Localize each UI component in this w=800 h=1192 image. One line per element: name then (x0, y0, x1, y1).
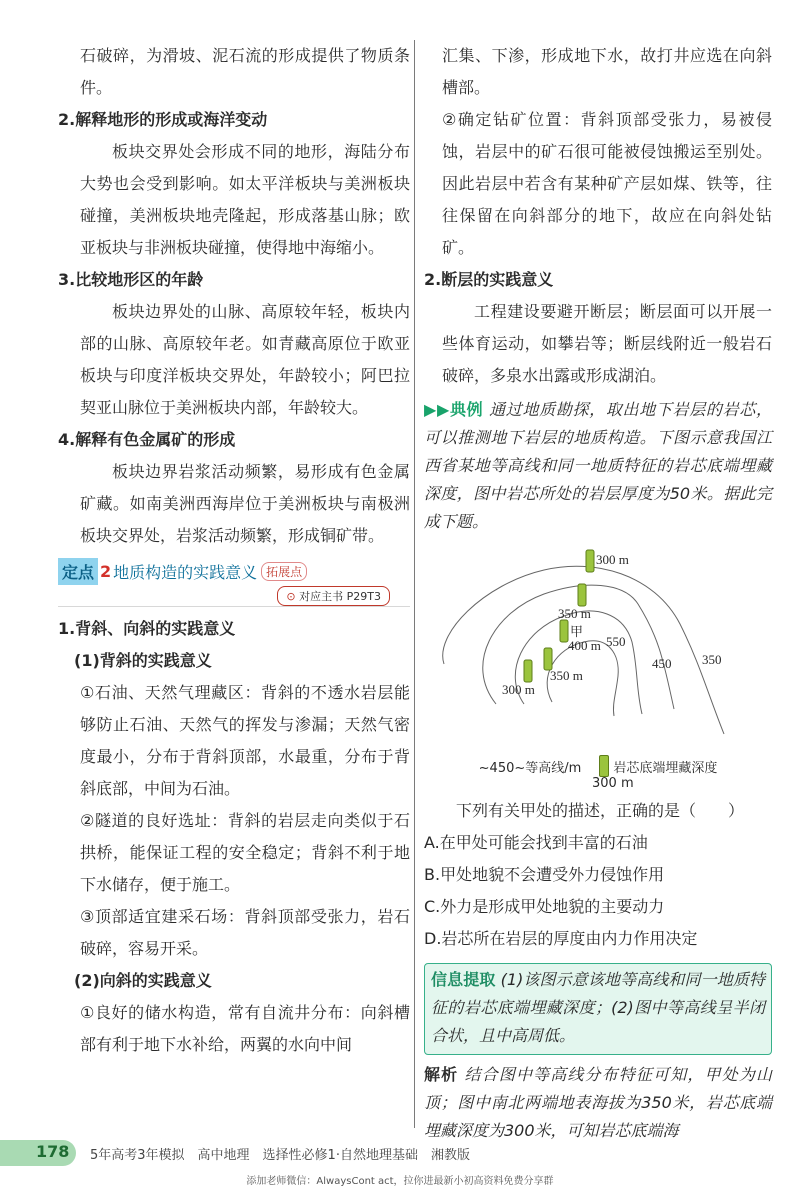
page-number: 178 (36, 1142, 70, 1161)
paragraph: 板块交界处会形成不同的地形，海陆分布大势也会受到影响。如太平洋板块与美洲板块碰撞，美洲板块地壳隆起，形成落基山脉；欧亚板块与非洲板块碰撞，使得地中海缩小。 (80, 142, 410, 257)
subsection-heading: (1)背斜的实践意义 (74, 651, 212, 670)
paragraph: 工程建设要避开断层；断层面可以开展一些体育运动，如攀岩等；断层线附近一般岩石破碎，多泉水出露或形成湖泊。 (442, 302, 772, 385)
subsection-heading: (2)向斜的实践意义 (74, 971, 212, 990)
core-bar (544, 648, 552, 670)
info-text (431, 966, 765, 1050)
info-label: 信息提取 (431, 970, 496, 989)
option-c: C.外力是形成甲处地貌的主要动力 (424, 897, 665, 916)
paragraph: ①良好的储水构造，常有自流井分布：向斜槽部有利于地下水补给，两翼的水向中间 (80, 1003, 410, 1054)
core-bar (524, 660, 532, 682)
right-column (424, 40, 772, 1145)
section-heading: 3.比较地形区的年龄 (58, 270, 204, 289)
page-footer (0, 1140, 800, 1166)
map-label: 甲 (570, 624, 584, 639)
topic-banner (58, 556, 410, 586)
paragraph: ②隧道的良好选址：背斜的岩层走向类似于石拱桥，能保证工程的安全稳定；背斜不利于地下水储存，便于施工。 (80, 811, 410, 894)
legend-core-label: 岩芯底端埋藏深度 (613, 760, 718, 776)
analysis-text (424, 1061, 772, 1145)
left-column (58, 40, 410, 1061)
column-divider (414, 40, 415, 1128)
option-b: B.甲处地貌不会遭受外力侵蚀作用 (424, 865, 665, 884)
info-box (424, 963, 772, 1055)
topic-number: 2 (100, 561, 112, 581)
topic-badge: 拓展点 (261, 562, 307, 581)
map-label: 450 (652, 656, 672, 671)
paragraph: 汇集、下渗，形成地下水，故打井应选在向斜槽部。 (442, 46, 772, 97)
example-body: 通过地质勘探，取出地下岩层的岩芯，可以推测地下岩层的地质构造。下图示意我国江西省某地等高线和同一地质特征的岩芯底端埋藏深度，图中岩芯所处的岩层厚度为50米。据此完成下题。 (424, 400, 772, 531)
paragraph: ③顶部适宜建采石场：背斜顶部受张力，岩石破碎，容易开采。 (80, 907, 410, 958)
option-d: D.岩芯所在岩层的厚度由内力作用决定 (424, 929, 698, 948)
legend-core (599, 755, 717, 777)
info-body: (1)该图示意该地等高线和同一地质特征的岩芯底端埋藏深度；(2)图中等高线呈半闭合状，且中高周低。 (431, 970, 765, 1045)
map-label: 300 m (502, 682, 535, 697)
core-bar (586, 550, 594, 572)
paragraph: ①石油、天然气理藏区：背斜的不透水岩层能够防止石油、天然气的挥发与渗漏；天然气密度最小，分布于背斜顶部，水最重，分布于背斜底部，中间为石油。 (80, 683, 410, 798)
contour-map-svg (424, 544, 772, 744)
map-label: 350 (702, 652, 722, 667)
reference-tag (277, 586, 390, 606)
map-label: 300 m (596, 552, 629, 567)
footer-note: 添加老师微信：AlwaysCont act，拉你进最新小初高资料免费分享群 (246, 1176, 554, 1187)
analysis-body: 结合图中等高线分布特征可知，甲处为山顶；图中南北两端地表海拔为350米，岩芯底端埋藏深度为300米，可知岩芯底端海 (424, 1065, 772, 1140)
target-icon: ⊙ (286, 590, 296, 603)
core-bar (578, 584, 586, 606)
core-bar (560, 620, 568, 642)
map-label: 350 m (550, 668, 583, 683)
contour-map (424, 544, 772, 744)
example-label: ▶▶典例 (424, 400, 484, 419)
footer-title: 5年高考3年模拟 高中地理 选择性必修1·自然地理基础 湘教版 (90, 1148, 470, 1163)
map-label: 550 (606, 634, 626, 649)
paragraph: ②确定钻矿位置：背斜顶部受张力，易被侵蚀，岩层中的矿石很可能被侵蚀搬运至别处。因此岩层中若含有某种矿产层如煤、铁等，往往保留在向斜部分的地下，故应在向斜处钻矿。 (442, 110, 772, 257)
legend-core-example: 300 m (592, 776, 634, 791)
section-heading: 2.解释地形的形成或海洋变动 (58, 110, 268, 129)
map-label: 400 m (568, 638, 601, 653)
section-heading: 2.断层的实践意义 (424, 270, 554, 289)
example-text (424, 396, 772, 536)
option-a: A.在甲处可能会找到丰富的石油 (424, 833, 648, 852)
reference-text: 对应主书 P29T3 (299, 590, 381, 603)
topic-tag: 定点 (58, 558, 98, 585)
section-heading: 1.背斜、向斜的实践意义 (58, 619, 236, 638)
paragraph: 石破碎，为滑坡、泥石流的形成提供了物质条件。 (80, 46, 410, 97)
reference-row (58, 586, 410, 607)
paragraph: 板块边界处的山脉、高原较年轻，板块内部的山脉、高原较年老。如青藏高原位于欧亚板块与印度洋板块交界处，年龄较小；阿巴拉契亚山脉位于美洲板块内部，年龄较大。 (80, 302, 410, 417)
paragraph: 板块边界岩浆活动频繁，易形成有色金属矿藏。如南美洲西海岸位于美洲板块与南极洲板块交界处，岩浆活动频繁，形成铜矿带。 (80, 462, 410, 545)
question: 下列有关甲处的描述，正确的是（ ） (456, 801, 745, 820)
analysis-label: 解析 (424, 1065, 459, 1084)
topic-title: 地质构造的实践意义 (113, 562, 258, 582)
section-heading: 4.解释有色金属矿的形成 (58, 430, 236, 449)
map-label: 350 m (558, 606, 591, 621)
legend-contour: ~450~等高线/m (478, 760, 582, 776)
core-bar-icon (599, 755, 609, 777)
